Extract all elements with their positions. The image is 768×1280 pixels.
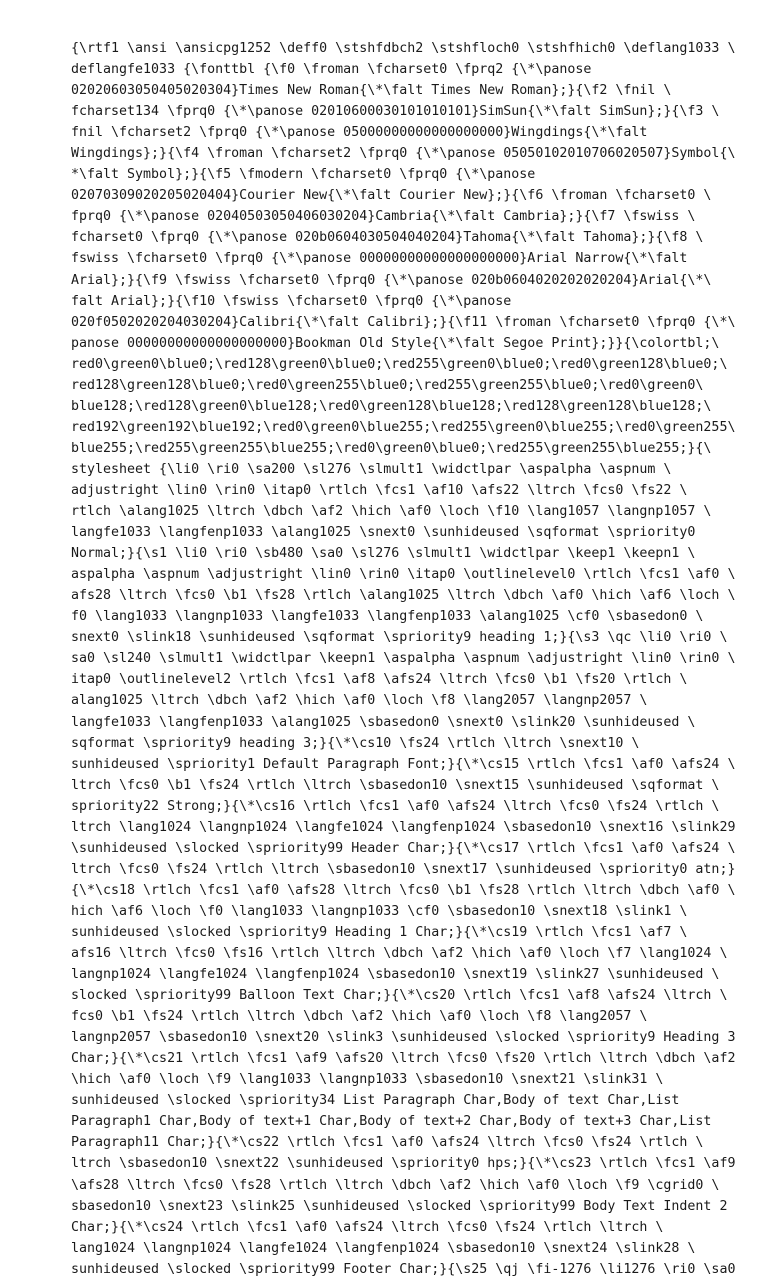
text-line: hich \af6 \loch \f0 \lang1033 \langnp1033 \cf0 \sbasedon10 \snext18 \slink1 \ xyxy=(71,903,688,919)
text-line: alang1025 \ltrch \dbch \af2 \hich \af0 \loch \f8 \lang2057 \langnp2057 \ xyxy=(71,693,648,709)
text-line: red128\green128\blue0;\red0\green255\blue0;\red255\green255\blue0;\red0\green0\ xyxy=(71,377,704,393)
text-line: 02020603050405020304}Times New Roman{\*\falt Times New Roman};}{\f2 \fnil \ xyxy=(71,83,672,99)
text-line: sqformat \spriority9 heading 3;}{\*\cs10 \fs24 \rtlch \ltrch \snext10 \ xyxy=(71,735,640,751)
text-line: Arial};}{\f9 \fswiss \fcharset0 \fprq0 {\*\panose 020b0604020202020204}Arial{\*\ xyxy=(71,272,712,288)
text-line: adjustright \lin0 \rin0 \itap0 \rtlch \fcs1 \af10 \afs22 \ltrch \fcs0 \fs22 \ xyxy=(71,482,688,498)
text-line: Paragraph1 Char,Body of text+1 Char,Body of text+2 Char,Body of text+3 Char,List xyxy=(71,1114,712,1130)
text-line: ltrch \lang1024 \langnp1024 \langfe1024 \langfenp1024 \sbasedon10 \snext16 \slink29 xyxy=(71,819,736,835)
text-line: fswiss \fcharset0 \fprq0 {\*\panose 00000000000000000000}Arial Narrow{\*\falt xyxy=(71,251,688,267)
text-line: ltrch \sbasedon10 \snext22 \sunhideused \spriority0 hps;}{\*\cs23 \rtlch \fcs1 \af9 xyxy=(71,1156,736,1172)
text-line: snext0 \slink18 \sunhideused \sqformat \spriority9 heading 1;}{\s3 \qc \li0 \ri0 \ xyxy=(71,630,728,646)
text-line: Wingdings};}{\f4 \froman \fcharset2 \fprq0 {\*\panose 05050102010706020507}Symbol{\ xyxy=(71,146,736,162)
text-line: blue255;\red255\green255\blue255;\red0\green0\blue0;\red255\green255\blue255;}{\ xyxy=(71,440,712,456)
text-line: itap0 \outlinelevel2 \rtlch \fcs1 \af8 \afs24 \ltrch \fcs0 \b1 \fs20 \rtlch \ xyxy=(71,672,688,688)
text-line: lang1024 \langnp1024 \langfe1024 \langfenp1024 \sbasedon10 \snext24 \slink28 \ xyxy=(71,1240,696,1256)
text-line: sunhideused \slocked \spriority9 Heading 1 Char;}{\*\cs19 \rtlch \fcs1 \af7 \ xyxy=(71,924,688,940)
text-line: spriority22 Strong;}{\*\cs16 \rtlch \fcs1 \af0 \afs24 \ltrch \fcs0 \fs24 \rtlch \ xyxy=(71,798,720,814)
text-line: langnp2057 \sbasedon10 \snext20 \slink3 \sunhideused \slocked \spriority9 Heading 3 xyxy=(71,1030,736,1046)
text-line: f0 \lang1033 \langnp1033 \langfe1033 \langfenp1033 \alang1025 \cf0 \sbasedon0 \ xyxy=(71,609,704,625)
text-line: ltrch \fcs0 \fs24 \rtlch \ltrch \sbasedon10 \snext17 \sunhideused \spriority0 atn;} xyxy=(71,861,736,877)
text-line: ltrch \fcs0 \b1 \fs24 \rtlch \ltrch \sbasedon10 \snext15 \sunhideused \sqformat \ xyxy=(71,777,720,793)
text-line: fnil \fcharset2 \fprq0 {\*\panose 05000000000000000000}Wingdings{\*\falt xyxy=(71,125,648,141)
text-line: panose 00000000000000000000}Bookman Old Style{\*\falt Segoe Print};}}{\colortbl;\ xyxy=(71,335,720,351)
text-line: 02070309020205020404}Courier New{\*\falt Courier New};}{\f6 \froman \fcharset0 \ xyxy=(71,188,712,204)
text-line: falt Arial};}{\f10 \fswiss \fcharset0 \fprq0 {\*\panose xyxy=(71,293,512,309)
text-line: fcharset0 \fprq0 {\*\panose 020b0604030504040204}Tahoma{\*\falt Tahoma};}{\f8 \ xyxy=(71,230,704,246)
text-line: fcharset134 \fprq0 {\*\panose 02010600030101010101}SimSun{\*\falt SimSun};}{\f3 \ xyxy=(71,104,720,120)
text-line: Paragraph11 Char;}{\*\cs22 \rtlch \fcs1 \af0 \afs24 \ltrch \fcs0 \fs24 \rtlch \ xyxy=(71,1135,704,1151)
text-line: blue128;\red128\green0\blue128;\red0\green128\blue128;\red128\green128\blue128;\ xyxy=(71,398,712,414)
text-line: red0\green0\blue0;\red128\green0\blue0;\red255\green0\blue0;\red0\green128\blue0;\ xyxy=(71,356,728,372)
text-line: langnp1024 \langfe1024 \langfenp1024 \sbasedon10 \snext19 \slink27 \sunhideused \ xyxy=(71,967,720,983)
text-line: rtlch \alang1025 \ltrch \dbch \af2 \hich \af0 \loch \f10 \lang1057 \langnp1057 \ xyxy=(71,504,712,520)
text-line: \hich \af0 \loch \f9 \lang1033 \langnp1033 \sbasedon10 \snext21 \slink31 \ xyxy=(71,1072,664,1088)
text-line: {\*\cs18 \rtlch \fcs1 \af0 \afs28 \ltrch \fcs0 \b1 \fs28 \rtlch \ltrch \dbch \af0 \ xyxy=(71,882,736,898)
text-line: sunhideused \slocked \spriority99 Footer Char;}{\s25 \qj \fi-1276 \li1276 \ri0 \sa0 xyxy=(71,1261,736,1277)
text-line: aspalpha \aspnum \adjustright \lin0 \rin0 \itap0 \outlinelevel0 \rtlch \fcs1 \af0 \ xyxy=(71,567,736,583)
text-line: fcs0 \b1 \fs24 \rtlch \ltrch \dbch \af2 \hich \af0 \loch \f8 \lang2057 \ xyxy=(71,1009,648,1025)
text-line: deflangfe1033 {\fonttbl {\f0 \froman \fcharset0 \fprq2 {\*\panose xyxy=(71,62,592,78)
text-line: sunhideused \slocked \spriority34 List Paragraph Char,Body of text Char,List xyxy=(71,1093,680,1109)
text-line: Char;}{\*\cs24 \rtlch \fcs1 \af0 \afs24 \ltrch \fcs0 \fs24 \rtlch \ltrch \ xyxy=(71,1219,664,1235)
text-line: slocked \spriority99 Balloon Text Char;}{\*\cs20 \rtlch \fcs1 \af8 \afs24 \ltrch \ xyxy=(71,988,728,1004)
text-line: sa0 \sl240 \slmult1 \widctlpar \keepn1 \aspalpha \aspnum \adjustright \lin0 \rin0 \ xyxy=(71,651,736,667)
text-line: sbasedon10 \snext23 \slink25 \sunhideused \slocked \spriority99 Body Text Indent 2 xyxy=(71,1198,728,1214)
text-line: Normal;}{\s1 \li0 \ri0 \sb480 \sa0 \sl276 \slmult1 \widctlpar \keep1 \keepn1 \ xyxy=(71,546,696,562)
text-line: Char;}{\*\cs21 \rtlch \fcs1 \af9 \afs20 \ltrch \fcs0 \fs20 \rtlch \ltrch \dbch \af2 xyxy=(71,1051,736,1067)
text-line: \sunhideused \slocked \spriority99 Header Char;}{\*\cs17 \rtlch \fcs1 \af0 \afs24 \ xyxy=(71,840,736,856)
text-line: afs16 \ltrch \fcs0 \fs16 \rtlch \ltrch \dbch \af2 \hich \af0 \loch \f7 \lang1024 \ xyxy=(71,946,728,962)
text-line: {\rtf1 \ansi \ansicpg1252 \deff0 \stshfdbch2 \stshfloch0 \stshfhich0 \deflang1033 \ xyxy=(71,41,736,56)
text-line: sunhideused \spriority1 Default Paragraph Font;}{\*\cs15 \rtlch \fcs1 \af0 \afs24 \ xyxy=(71,756,736,772)
text-line: 020f0502020204030204}Calibri{\*\falt Calibri};}{\f11 \froman \fcharset0 \fprq0 {\*\ xyxy=(71,314,736,330)
rtf-source-text xyxy=(71,38,761,1280)
text-line: *\falt Symbol};}{\f5 \fmodern \fcharset0 \fprq0 {\*\panose xyxy=(71,167,536,183)
text-line: red192\green192\blue192;\red0\green0\blue255;\red255\green0\blue255;\red0\green255\ xyxy=(71,419,736,435)
text-line: langfe1033 \langfenp1033 \alang1025 \snext0 \sunhideused \sqformat \spriority0 xyxy=(71,525,696,541)
text-line: langfe1033 \langfenp1033 \alang1025 \sbasedon0 \snext0 \slink20 \sunhideused \ xyxy=(71,714,696,730)
text-line: stylesheet {\li0 \ri0 \sa200 \sl276 \slmult1 \widctlpar \aspalpha \aspnum \ xyxy=(71,461,672,477)
text-line: \afs28 \ltrch \fcs0 \fs28 \rtlch \ltrch \dbch \af2 \hich \af0 \loch \f9 \cgrid0 \ xyxy=(71,1177,720,1193)
text-line: fprq0 {\*\panose 02040503050406030204}Cambria{\*\falt Cambria};}{\f7 \fswiss \ xyxy=(71,209,696,225)
text-line: afs28 \ltrch \fcs0 \b1 \fs28 \rtlch \alang1025 \ltrch \dbch \af0 \hich \af6 \loch \ xyxy=(71,588,736,604)
